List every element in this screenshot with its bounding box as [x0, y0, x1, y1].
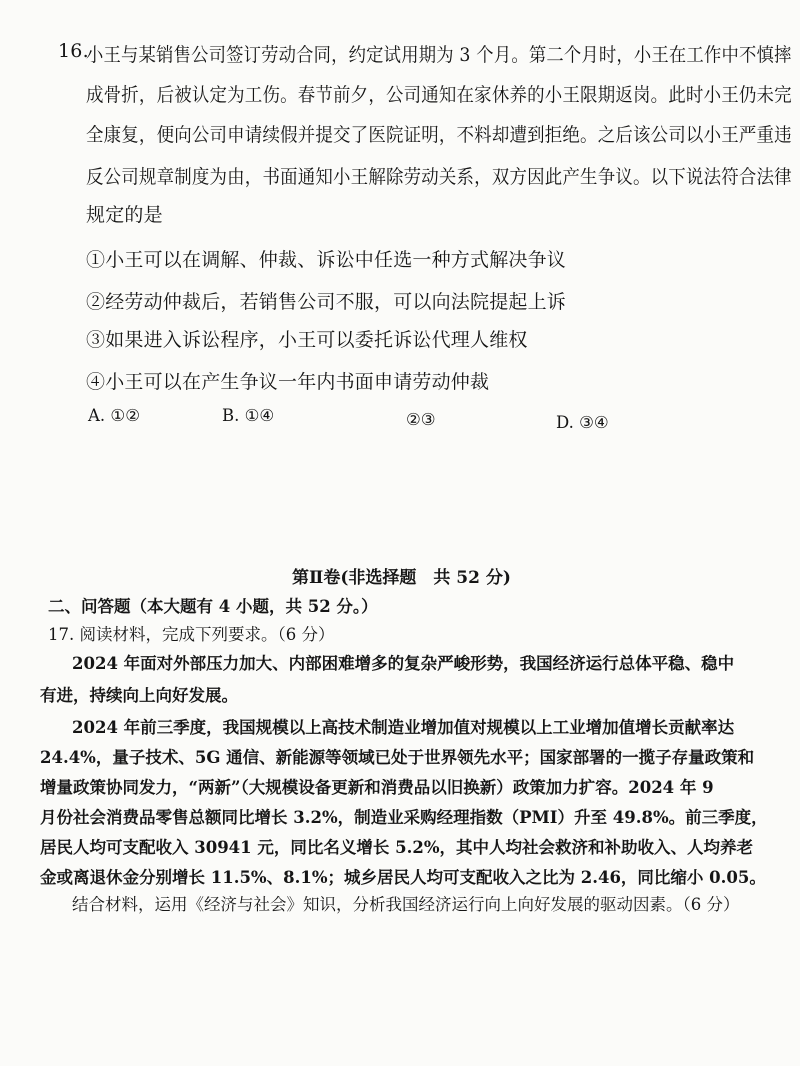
material-paragraph-line: 有进，持续向上向好发展。: [40, 686, 238, 705]
material-paragraph-line: 增量政策协同发力，“两新”（大规模设备更新和消费品以旧换新）政策加力扩容。2024 年 9: [40, 778, 714, 797]
option-c: ②③: [406, 410, 436, 429]
option-d: D. ③④: [556, 413, 609, 432]
question-16-stem-line: 反公司规章制度为由，书面通知小王解除劳动关系，双方因此产生争议。以下说法符合法律: [86, 166, 792, 188]
question-16-stem-line: 全康复，便向公司申请续假并提交了医院证明，不料却遭到拒绝。之后该公司以小王严重违: [86, 124, 792, 146]
material-paragraph-line: 2024 年面对外部压力加大、内部困难增多的复杂严峻形势，我国经济运行总体平稳、稳中: [72, 654, 735, 673]
material-paragraph-line: 2024 年前三季度，我国规模以上高技术制造业增加值对规模以上工业增加值增长贡献率达: [72, 718, 735, 737]
question-17-task: 结合材料，运用《经济与社会》知识，分析我国经济运行向上向好发展的驱动因素。（6 分）: [72, 895, 740, 914]
statement-3: ③如果进入诉讼程序，小王可以委托诉讼代理人维权: [86, 329, 528, 351]
material-paragraph-line: 24.4%，量子技术、5G 通信、新能源等领域已处于世界领先水平；国家部署的一揽子存量政策和: [40, 748, 755, 767]
question-16-stem-line: 成骨折，后被认定为工伤。春节前夕，公司通知在家休养的小王限期返岗。此时小王仍未完: [86, 84, 792, 106]
option-b: B. ①④: [222, 406, 275, 425]
question-16-stem-line: 小王与某销售公司签订劳动合同，约定试用期为 3 个月。第二个月时，小王在工作中不慎摔: [86, 44, 792, 66]
statement-1: ①小王可以在调解、仲裁、诉讼中任选一种方式解决争议: [86, 249, 567, 271]
material-paragraph-line: 月份社会消费品零售总额同比增长 3.2%，制造业采购经理指数（PMI）升至 49.8%。前三季度，: [40, 808, 768, 827]
question-17-heading: 17. 阅读材料，完成下列要求。（6 分）: [48, 625, 335, 644]
question-16-stem-line: 规定的是: [86, 204, 163, 226]
question-16-number: 16.: [58, 40, 89, 62]
material-paragraph-line: 居民人均可支配收入 30941 元，同比名义增长 5.2%，其中人均社会救济和补助收入、人均养老: [40, 838, 754, 857]
statement-2: ②经劳动仲裁后，若销售公司不服，可以向法院提起上诉: [86, 291, 567, 313]
material-paragraph-line: 金或离退休金分别增长 11.5%、8.1%；城乡居民人均可支配收入之比为 2.46，同比缩小 0.05。: [40, 868, 766, 887]
part-2-title: 第Ⅱ卷(非选择题 共 52 分): [292, 568, 511, 588]
option-a: A. ①②: [88, 406, 140, 425]
statement-4: ④小王可以在产生争议一年内书面申请劳动仲裁: [86, 371, 490, 393]
section-heading: 二、问答题（本大题有 4 小题，共 52 分。）: [48, 597, 378, 616]
